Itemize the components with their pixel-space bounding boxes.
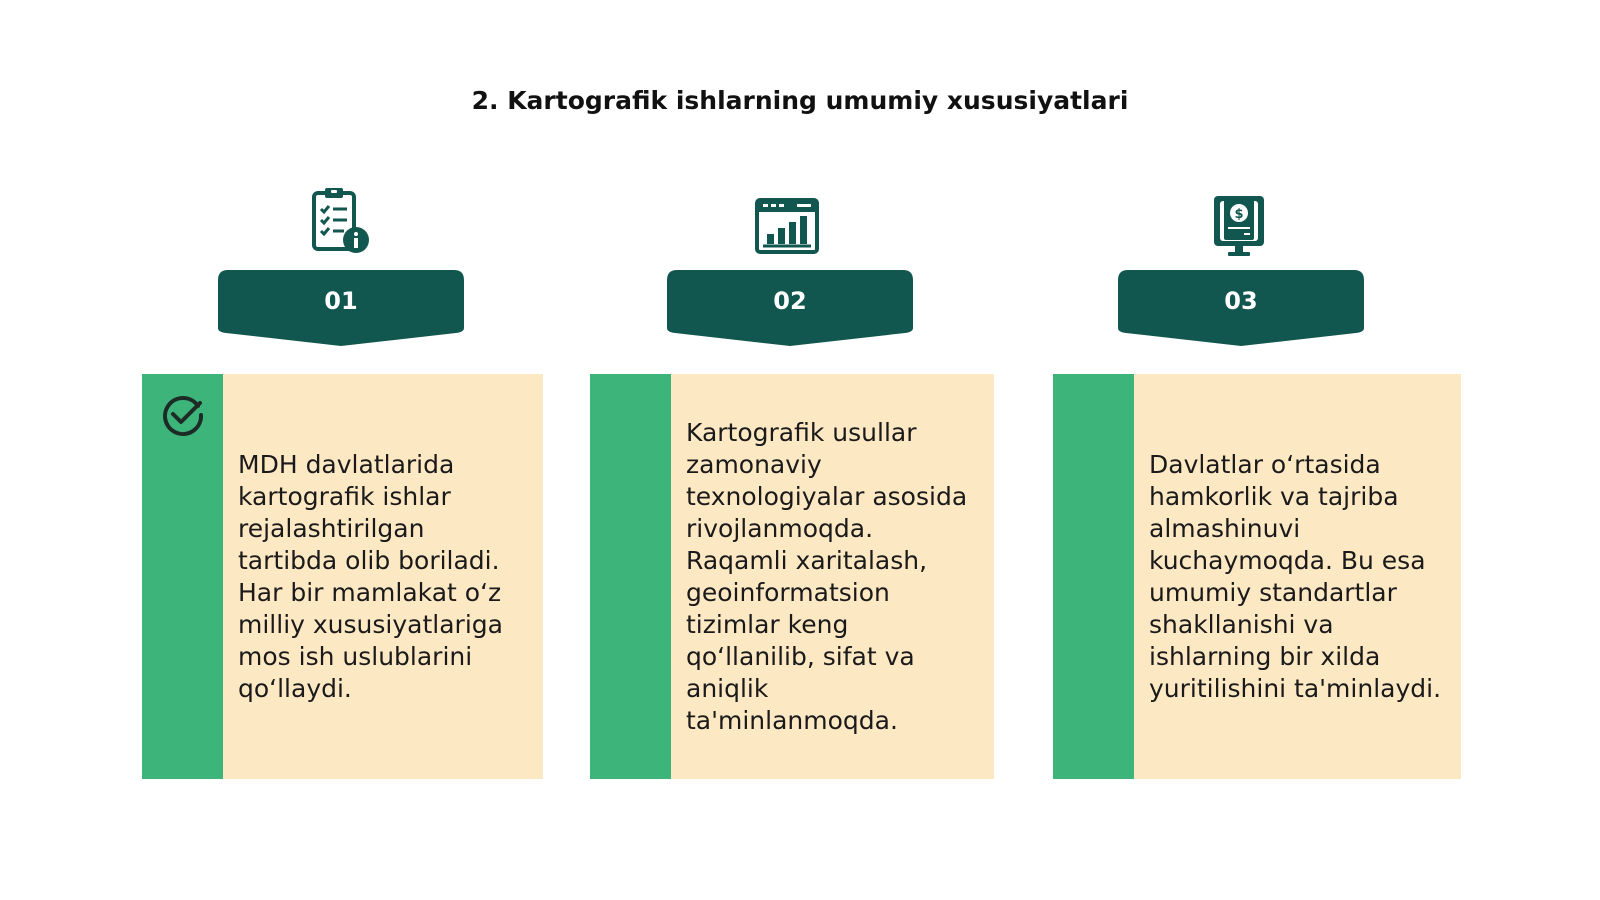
- page-title: 2. Kartografik ishlarning umumiy xususiyatlari: [471, 86, 1129, 115]
- step-number: 03: [1224, 287, 1258, 315]
- clipboard-checklist-info-icon: [306, 186, 378, 258]
- step-number: 01: [324, 287, 358, 315]
- card-text: Davlatlar o‘rtasida hamkorlik va tajriba almashinuvi kuchaymoqda. Bu esa umumiy standartlar shakllanishi va ishlarning bir xilda yuritilishini ta'minlaydi.: [1149, 449, 1442, 703]
- card-body: [223, 374, 543, 779]
- card-text: Kartografik usullar zamonaviy texnologiyalar asosida rivojlanmoqda. Raqamli xaritalash, geoinformatsion tizimlar keng qo‘llanilib, sifat va aniqlik ta'minlanmoqda.: [686, 417, 968, 735]
- dollar-document-monitor-icon: [1204, 188, 1276, 260]
- bar-chart-window-icon: [751, 190, 823, 262]
- svg-text:$: $: [1234, 207, 1244, 222]
- card-stripe: [1053, 374, 1134, 779]
- step-card-01: [142, 374, 543, 779]
- step-badge-02: [667, 270, 913, 346]
- step-card-03: [1053, 374, 1461, 779]
- card-stripe: [142, 374, 223, 779]
- step-badge-01: [218, 270, 464, 346]
- step-badge-03: [1118, 270, 1364, 346]
- step-number: 02: [773, 287, 807, 315]
- card-body: [671, 374, 994, 779]
- card-body: [1134, 374, 1461, 779]
- step-card-02: [590, 374, 994, 779]
- card-stripe: [590, 374, 671, 779]
- card-text: MDH davlatlarida kartografik ishlar rejalashtirilgan tartibda olib boriladi. Har bir mamlakat o‘z milliy xususiyatlariga mos ish uslublarini qo‘llaydi.: [238, 449, 503, 703]
- check-circle-icon: [160, 392, 206, 438]
